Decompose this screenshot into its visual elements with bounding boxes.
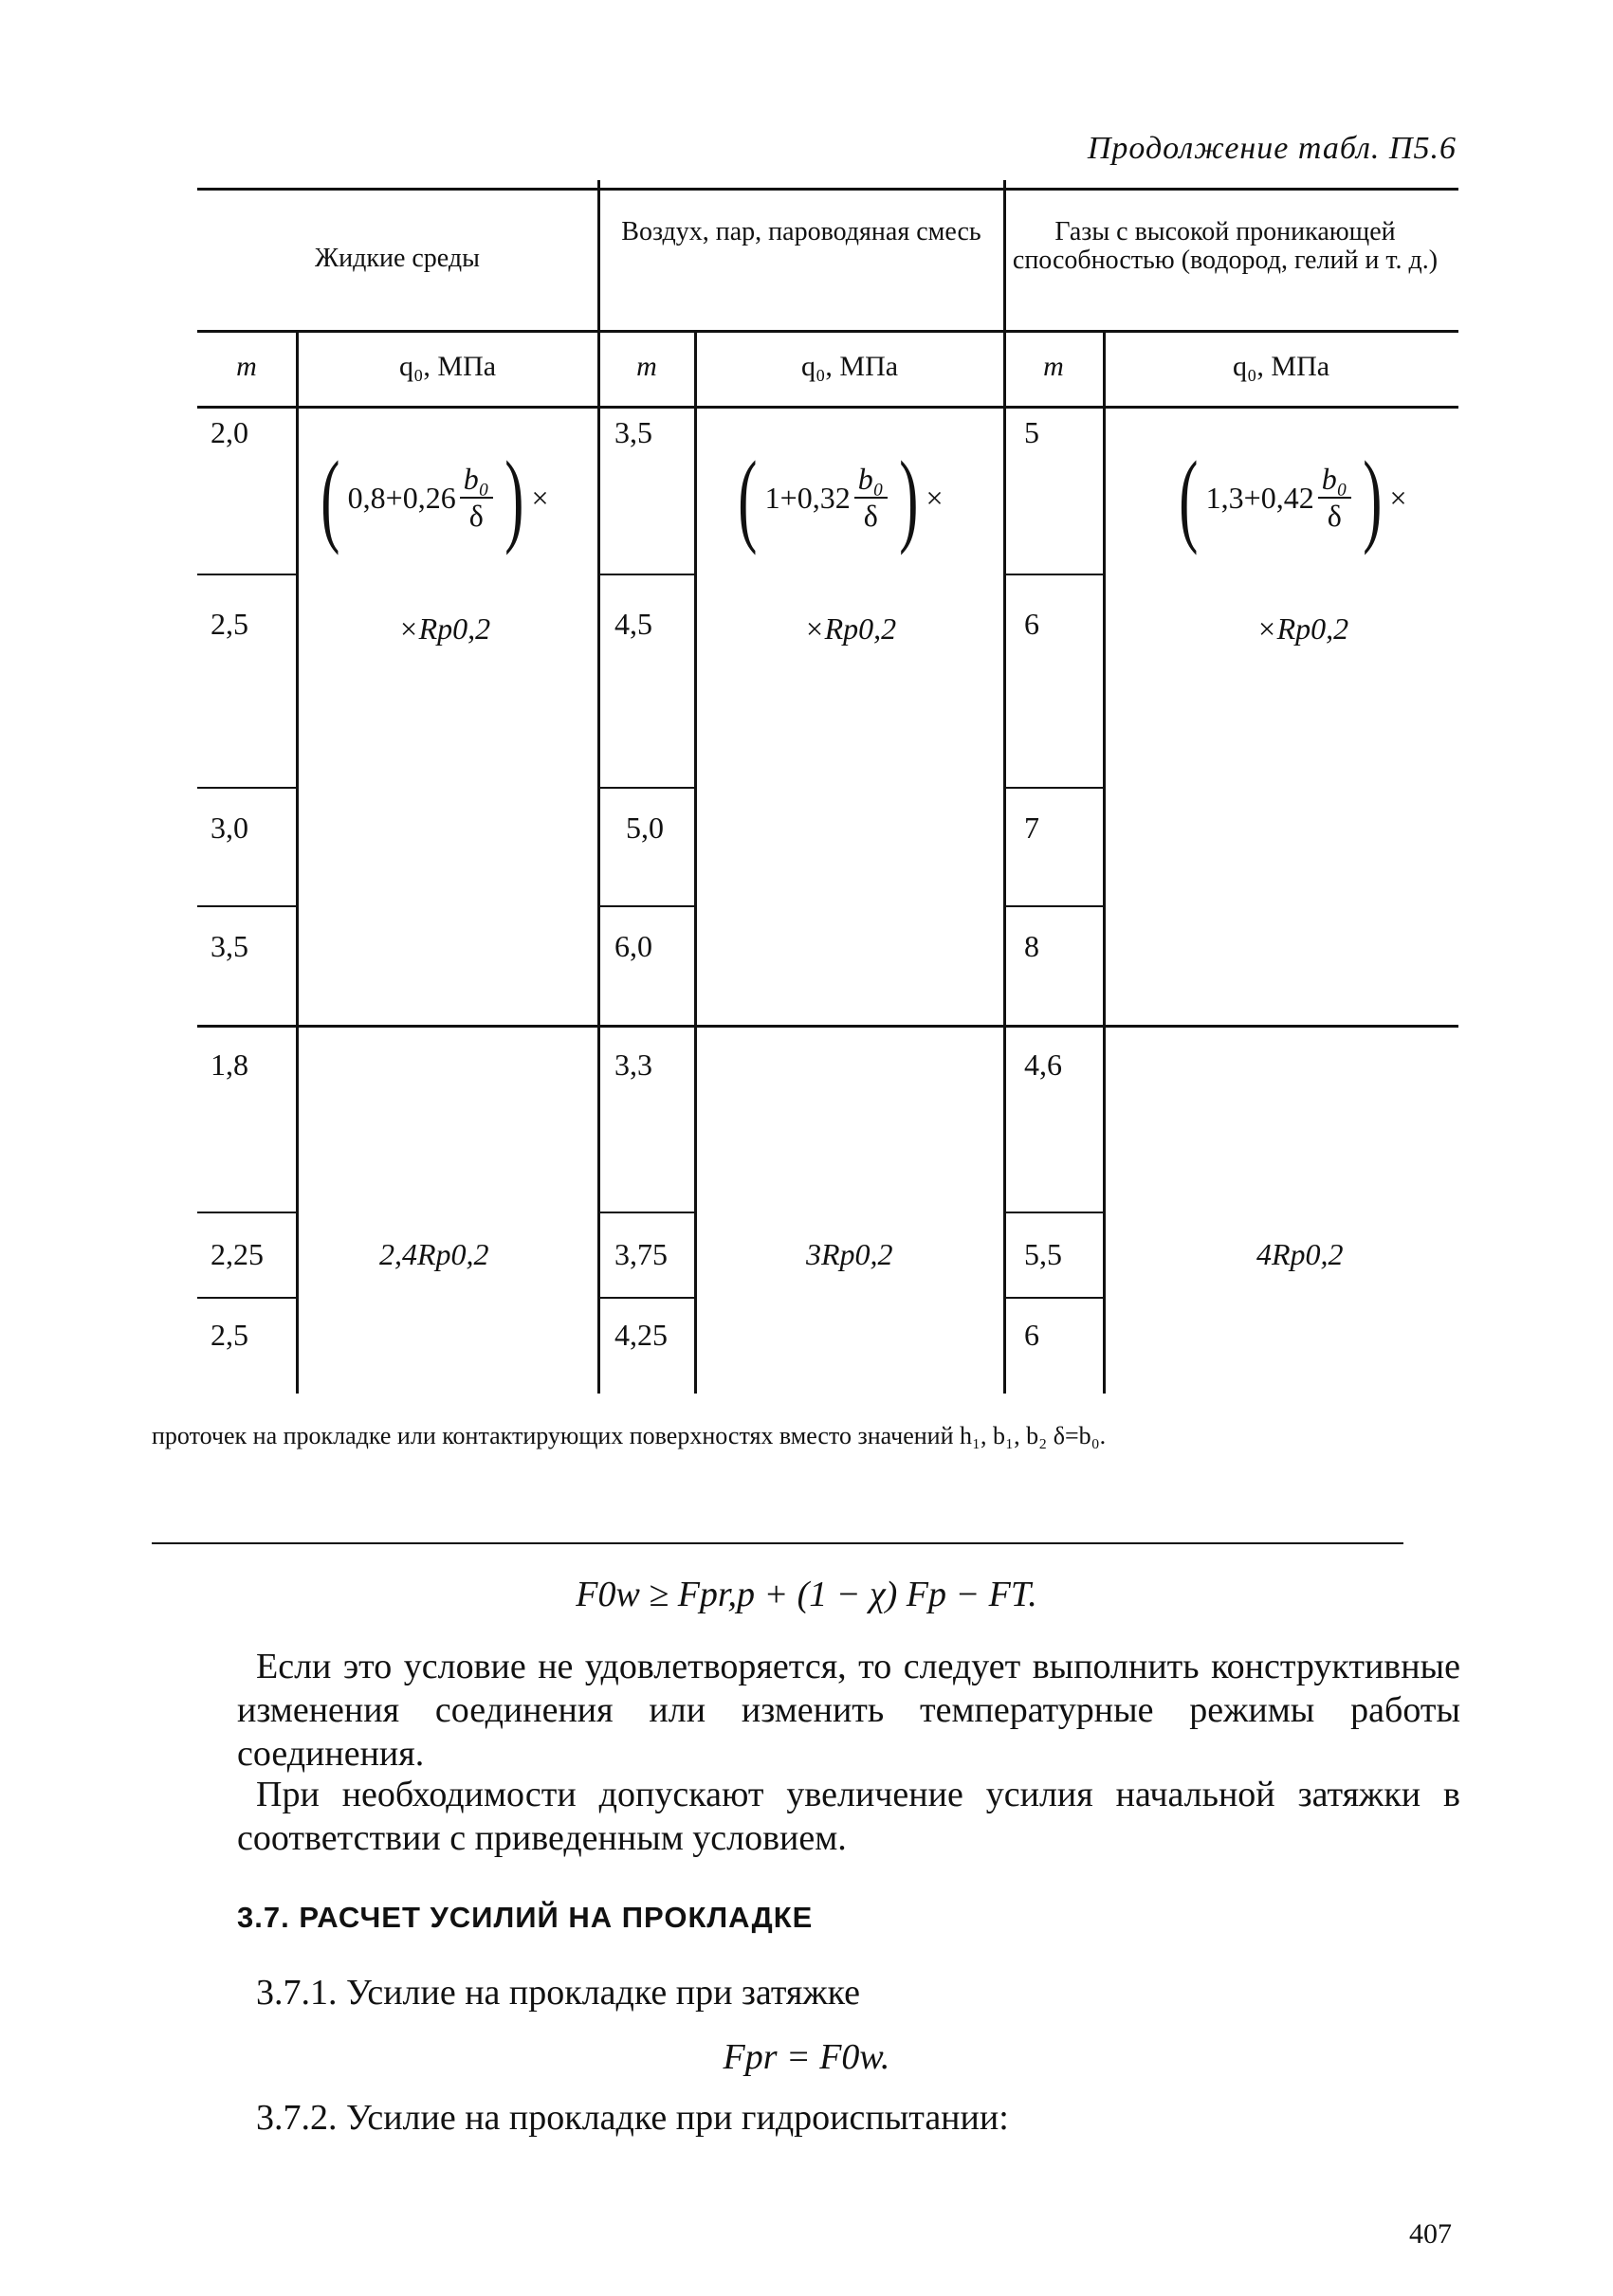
row-rule — [1003, 574, 1103, 575]
table-caption: Продолжение табл. П5.6 — [1087, 131, 1457, 166]
gas-m: 5 — [1024, 415, 1039, 449]
row-rule — [197, 1212, 297, 1213]
table-top-rule — [197, 188, 1458, 191]
row-rule — [597, 1212, 697, 1213]
paren-right: ) — [504, 440, 524, 556]
subheader-q: q₀, МПа — [398, 351, 497, 382]
gas-m: 7 — [1024, 811, 1039, 845]
gas-m: 6 — [1024, 607, 1039, 641]
air-m: 3,75 — [614, 1237, 668, 1271]
fraction-denominator: δ — [1327, 499, 1342, 533]
col-rule — [296, 330, 299, 1394]
fraction-numerator: b₀ — [1318, 462, 1351, 499]
col-rule — [1003, 180, 1006, 1394]
row-rule — [1003, 1297, 1103, 1299]
gas-q-value: 4Rp0,2 — [1256, 1237, 1344, 1271]
times-sign: × — [926, 480, 944, 515]
header-gas: Газы с высокой проникающей способностью (водород, гелий и т. д.) — [1012, 217, 1439, 275]
row-rule — [197, 574, 297, 575]
page-number: 407 — [1409, 2218, 1452, 2250]
gas-m: 6 — [1024, 1318, 1039, 1352]
air-q-value: 3Rp0,2 — [806, 1237, 893, 1271]
row-rule — [597, 574, 697, 575]
paren-right: ) — [899, 440, 919, 556]
subheader-q: q₀, МПа — [800, 351, 899, 382]
item-3-7-2: 3.7.2. Усилие на прокладке при гидроиспытании: — [256, 2098, 1009, 2138]
formula-coef: 1,3+0,42 — [1205, 480, 1314, 515]
liquid-rp: ×Rp0,2 — [398, 611, 491, 646]
liquid-m: 1,8 — [211, 1048, 248, 1082]
liquid-q-value: 2,4Rp0,2 — [379, 1237, 489, 1271]
item-3-7-1: 3.7.1. Усилие на прокладке при затяжке — [256, 1973, 861, 2013]
formula-coef: 1+0,32 — [764, 480, 851, 515]
gas-m: 4,6 — [1024, 1048, 1062, 1082]
row-rule — [197, 787, 297, 789]
formula-fraction — [854, 462, 888, 534]
fraction-denominator: δ — [863, 499, 878, 533]
header-liquid: Жидкие среды — [315, 244, 480, 273]
row-rule — [597, 787, 697, 789]
liquid-m: 2,5 — [211, 607, 248, 641]
air-m: 3,5 — [614, 415, 652, 449]
fraction-numerator: b₀ — [854, 462, 888, 499]
subheader-q: q₀, МПа — [1232, 351, 1330, 382]
paren-left: ( — [1179, 440, 1199, 556]
fraction-numerator: b₀ — [460, 462, 493, 499]
formula-fraction — [460, 462, 493, 534]
paren-left: ( — [738, 440, 758, 556]
air-m: 4,5 — [614, 607, 652, 641]
formula-fraction — [1318, 462, 1351, 534]
header-rule — [197, 330, 1458, 333]
paren-right: ) — [1363, 440, 1383, 556]
header-air: Воздух, пар, пароводяная смесь — [621, 217, 981, 246]
row-rule — [1003, 1212, 1103, 1213]
paragraph-2: При необходимости допускают увеличение усилия начальной затяжки в соответствии с приведенным условием. — [237, 1775, 1460, 1858]
air-m: 5,0 — [626, 811, 664, 845]
row-rule — [597, 905, 697, 907]
liquid-m: 3,5 — [211, 929, 248, 963]
section-title: 3.7. РАСЧЕТ УСИЛИЙ НА ПРОКЛАДКЕ — [237, 1901, 814, 1934]
col-rule — [1103, 330, 1106, 1394]
paren-left: ( — [321, 440, 340, 556]
row-rule — [597, 1297, 697, 1299]
col-rule — [597, 180, 600, 1394]
liquid-formula — [313, 440, 549, 556]
air-formula — [730, 440, 944, 556]
subheader-m: m — [236, 351, 257, 382]
times-sign: × — [1389, 480, 1407, 515]
row-rule — [1003, 905, 1103, 907]
formula-coef: 0,8+0,26 — [347, 480, 456, 515]
col-rule — [694, 330, 697, 1394]
gas-formula — [1171, 440, 1407, 556]
equation-1: F0w ≥ Fpr,p + (1 − χ) Fp − FT. — [576, 1575, 1037, 1614]
air-m: 4,25 — [614, 1318, 668, 1352]
equation-2: Fpr = F0w. — [723, 2037, 890, 2077]
times-sign: × — [531, 480, 549, 515]
block-separator-rule — [197, 1025, 1458, 1028]
air-m: 3,3 — [614, 1048, 652, 1082]
row-rule — [197, 1297, 297, 1299]
liquid-m: 2,25 — [211, 1237, 264, 1271]
air-rp: ×Rp0,2 — [804, 611, 897, 646]
liquid-m: 2,5 — [211, 1318, 248, 1352]
fraction-denominator: δ — [468, 499, 484, 533]
row-rule — [197, 905, 297, 907]
gas-m: 8 — [1024, 929, 1039, 963]
subheader-rule — [197, 406, 1458, 409]
liquid-m: 3,0 — [211, 811, 248, 845]
separator-line — [152, 1542, 1403, 1544]
liquid-m: 2,0 — [211, 415, 248, 449]
paragraph-1: Если это условие не удовлетворяется, то следует выполнить конструктивные изменения соединения или изменить температурные режимы работы соединения. — [237, 1647, 1460, 1774]
subheader-m: m — [1043, 351, 1064, 382]
air-m: 6,0 — [614, 929, 652, 963]
footnote: проточек на прокладке или контактирующих поверхностях вместо значений h₁, b₁, b₂ δ=b₀. — [152, 1422, 1107, 1449]
row-rule — [1003, 787, 1103, 789]
gas-rp: ×Rp0,2 — [1256, 611, 1349, 646]
subheader-m: m — [636, 351, 657, 382]
gas-m: 5,5 — [1024, 1237, 1062, 1271]
